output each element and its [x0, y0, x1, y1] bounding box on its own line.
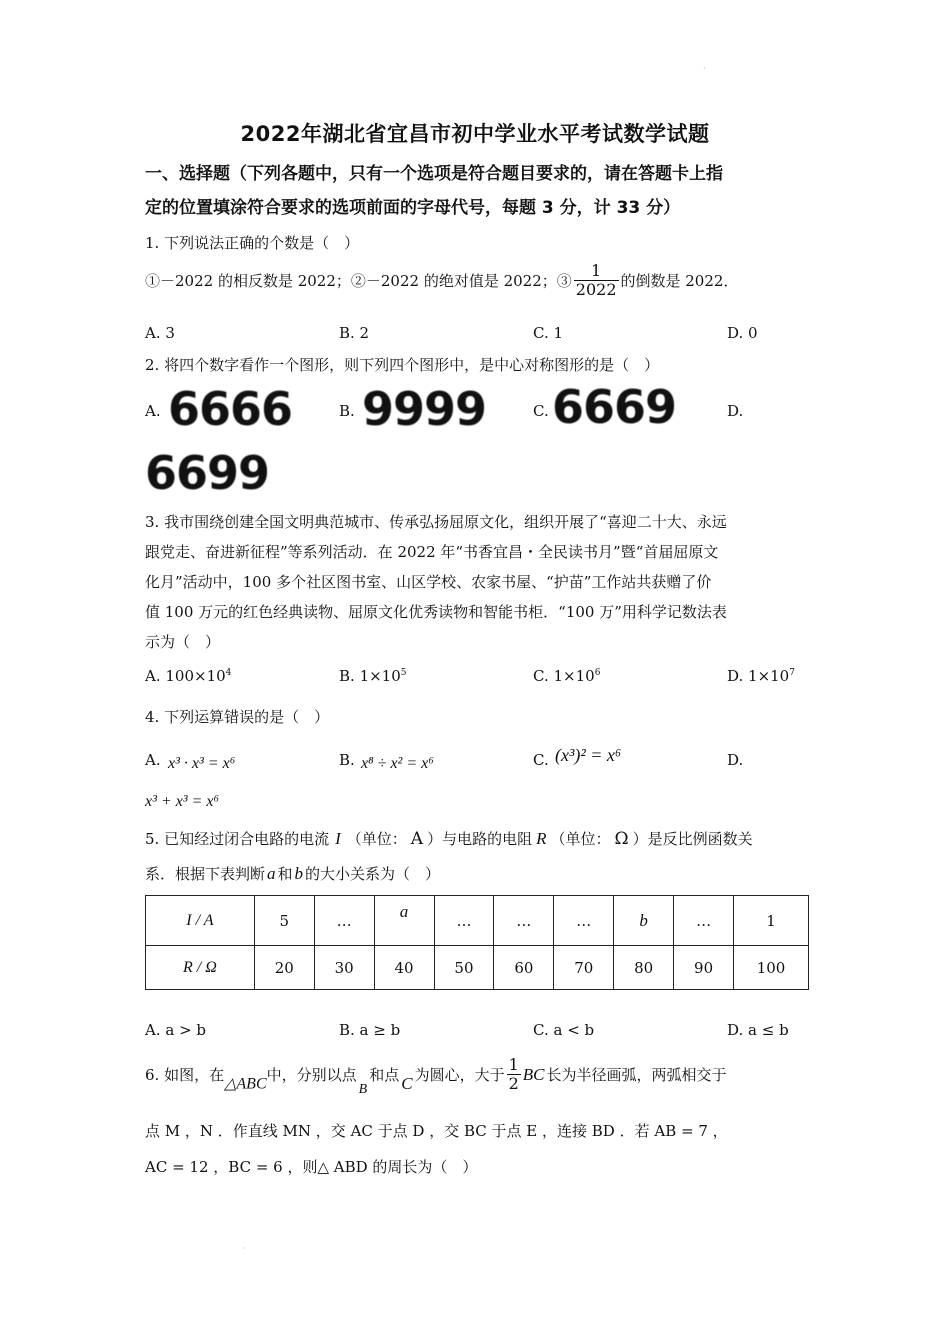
- option-label: D.: [727, 667, 749, 685]
- point-c: C: [401, 1073, 413, 1093]
- q1-option-a[interactable]: A. 3: [145, 324, 175, 342]
- option-exponent: 7: [789, 668, 795, 678]
- option-exponent: 6: [594, 668, 601, 678]
- q2-option-a-label[interactable]: A.: [145, 402, 161, 420]
- q6-text: 长为半径画弧，两弧相交于: [546, 1066, 727, 1084]
- q3-option-b[interactable]: [339, 667, 407, 685]
- section-heading: [145, 157, 815, 225]
- q1-option-b[interactable]: B. 2: [339, 324, 370, 342]
- option-exponent: 5: [400, 668, 407, 678]
- q1-stem: 1. 下列说法正确的个数是（ ）: [145, 234, 360, 252]
- q2-stem: 2. 将四个数字看作一个图形，则下列四个图形中，是中心对称图形的是（ ）: [145, 356, 660, 374]
- q5-text: 5. 已知经过闭合电路的电流: [145, 830, 330, 848]
- fraction-numerator: 1: [591, 261, 602, 280]
- q3-option-a[interactable]: [145, 667, 231, 685]
- table-cell: b: [614, 896, 674, 946]
- table-cell: 20: [254, 946, 314, 990]
- q6-text: 6. 如图，在: [145, 1066, 225, 1084]
- q2-option-b-label[interactable]: B.: [339, 402, 355, 420]
- option-exponent: 4: [225, 668, 232, 678]
- q6-stem-line2: 点 M ，N ．作直线 MN ，交 AC 于点 D ，交 BC 于点 E ，连接 BD ．若 AB = 7 ，: [145, 1122, 728, 1140]
- q5-stem-line1: [145, 828, 753, 849]
- q6-text: 中，分别以点: [266, 1066, 357, 1084]
- option-label: B.: [339, 667, 360, 685]
- table-cell: 1: [734, 896, 809, 946]
- q5-text: ）是反比例函数关: [632, 830, 753, 848]
- q3-stem-line: 示为（ ）: [145, 633, 221, 651]
- q4-option-b-expr: x⁸ ÷ x² = x⁶: [361, 755, 434, 772]
- table-cell: R / Ω: [146, 946, 255, 990]
- q3-stem-line: 跟党走、奋进新征程”等系列活动．在 2022 年“书香宜昌・全民读书月”暨“首届屈原文: [145, 543, 719, 561]
- q3-option-d[interactable]: [727, 667, 795, 685]
- option-base: 1×10: [359, 667, 401, 685]
- fraction-numerator: 1: [508, 1055, 519, 1074]
- q1-statements: [145, 262, 738, 299]
- q2-figure-c: 6669: [552, 380, 677, 434]
- q5-text: ）与电路的电阻: [427, 830, 533, 848]
- q6-text: 和点: [369, 1066, 400, 1084]
- q4-option-a-expr: x³ · x³ = x⁶: [168, 755, 236, 772]
- fraction-denominator: 2022: [575, 280, 617, 299]
- var-resistance: R: [536, 829, 547, 848]
- table-cell: 60: [494, 946, 554, 990]
- var-b: b: [294, 864, 304, 883]
- table-cell: 70: [554, 946, 614, 990]
- table-cell: 90: [674, 946, 734, 990]
- q2-figure-d: 6699: [145, 446, 270, 500]
- q1-fraction: [574, 262, 619, 299]
- table-cell: I / A: [146, 896, 255, 946]
- page-title: 2022年湖北省宜昌市初中学业水平考试数学试题: [240, 122, 710, 146]
- table-row: [146, 896, 809, 946]
- q5-text: 和: [277, 865, 293, 883]
- scan-dot: ·: [703, 64, 706, 73]
- q5-option-d[interactable]: D. a ≤ b: [727, 1021, 789, 1039]
- q3-stem-line: 3. 我市围绕创建全国文明典范城市、传承弘扬屈原文化，组织开展了“喜迎二十大、永远: [145, 513, 727, 531]
- point-b: B: [358, 1081, 368, 1097]
- q4-option-b-label[interactable]: B.: [339, 751, 355, 769]
- table-cell: 100: [734, 946, 809, 990]
- q3-stem-line: 值 100 万元的红色经典读物、屈原文化优秀读物和智能书柜．“100 万”用科学记数法表: [145, 603, 727, 621]
- q3-stem-line: 化月”活动中，100 多个社区图书室、山区学校、农家书屋、“护苗”工作站共获赠了价: [145, 573, 712, 591]
- q6-stem-line1: [145, 1056, 727, 1098]
- q5-text: 的大小关系为（ ）: [305, 865, 441, 883]
- q4-option-d-expr: x³ + x³ = x⁶: [145, 793, 220, 810]
- q5-option-c[interactable]: C. a < b: [533, 1021, 595, 1039]
- q5-option-b[interactable]: B. a ≥ b: [339, 1021, 401, 1039]
- unit-ohm: Ω: [614, 829, 629, 849]
- option-base: 100×10: [165, 667, 226, 685]
- q5-text: （单位：: [550, 830, 611, 848]
- q1-statement-text: 的倒数是 2022．: [620, 272, 739, 290]
- option-base: 1×10: [748, 667, 790, 685]
- table-cell: 30: [314, 946, 374, 990]
- table-cell: …: [674, 896, 734, 946]
- table-cell: a: [374, 896, 434, 946]
- q5-text: 系．根据下表判断: [145, 865, 266, 883]
- segment-bc: BC: [522, 1064, 545, 1084]
- table-row: [146, 946, 809, 990]
- section-heading-line: 定的位置填涂符合要求的选项前面的字母代号，每题 3 分，计 33 分）: [145, 198, 681, 218]
- triangle-abc: △ABC: [224, 1075, 267, 1093]
- table-cell: …: [554, 896, 614, 946]
- q5-stem-line2: [145, 863, 440, 884]
- q3-stem: [145, 507, 815, 657]
- unit-ampere: A: [410, 829, 424, 849]
- var-a: a: [267, 864, 276, 883]
- q5-option-a[interactable]: A. a > b: [145, 1021, 207, 1039]
- q5-table: [145, 895, 809, 990]
- q6-fraction: [507, 1056, 521, 1093]
- q4-option-c-label[interactable]: C.: [533, 751, 549, 769]
- q6-stem-line3: AC = 12 ，BC = 6 ，则△ ABD 的周长为（ ）: [145, 1158, 478, 1176]
- q4-option-d-label[interactable]: D.: [727, 751, 744, 769]
- table-cell: …: [314, 896, 374, 946]
- q2-figure-a: 6666: [168, 382, 293, 436]
- q2-option-c-label[interactable]: C.: [533, 402, 549, 420]
- q5-text: （单位：: [346, 830, 407, 848]
- table-cell: 40: [374, 946, 434, 990]
- scan-dot: ·: [243, 1244, 246, 1253]
- option-label: A.: [145, 667, 166, 685]
- table-cell: 80: [614, 946, 674, 990]
- q4-stem: 4. 下列运算错误的是（ ）: [145, 708, 330, 726]
- table-cell: …: [494, 896, 554, 946]
- q2-figure-b: 9999: [362, 382, 487, 436]
- table-cell: 5: [254, 896, 314, 946]
- q3-option-c[interactable]: [533, 667, 600, 685]
- fraction-denominator: 2: [508, 1074, 519, 1093]
- q1-statement-text: ①－2022 的相反数是 2022；②－2022 的绝对值是 2022；③: [145, 272, 572, 290]
- q4-option-a-label[interactable]: A.: [145, 751, 161, 769]
- table-cell: …: [434, 896, 494, 946]
- var-current: I: [335, 829, 341, 848]
- option-base: 1×10: [553, 667, 595, 685]
- q2-option-d-label[interactable]: D.: [727, 402, 744, 420]
- q1-option-c[interactable]: C. 1: [533, 324, 564, 342]
- table-cell: 50: [434, 946, 494, 990]
- section-heading-line: 一、选择题（下列各题中，只有一个选项是符合题目要求的，请在答题卡上指: [145, 164, 723, 184]
- q4-option-c-expr: (x³)² = x⁶: [555, 745, 622, 765]
- option-label: C.: [533, 667, 554, 685]
- q1-option-d[interactable]: D. 0: [727, 324, 758, 342]
- q6-text: 为圆心，大于: [414, 1066, 505, 1084]
